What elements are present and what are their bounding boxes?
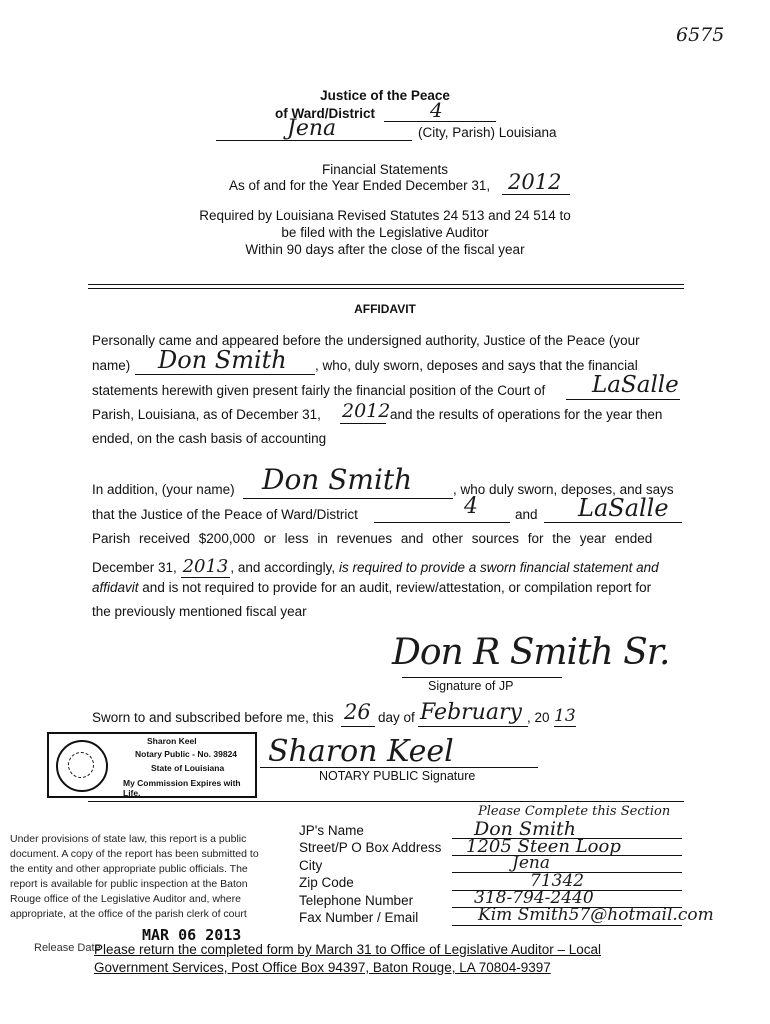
- p1-line-2-rest: , who, duly sworn, deposes and says that the financial: [315, 358, 638, 373]
- provisions-text: [10, 832, 282, 922]
- sworn-text-b: day of: [378, 710, 415, 725]
- label-city: City: [299, 857, 323, 873]
- date-stamp: MAR 06 2013: [142, 926, 242, 944]
- please-complete: Please Complete this Section: [478, 804, 671, 819]
- jp-signature-label: Signature of JP: [428, 679, 514, 693]
- ward-value: 4: [430, 98, 443, 122]
- p1-line-4a: Parish, Louisiana, as of December 31,: [92, 407, 321, 422]
- divider-bottom: [88, 801, 684, 802]
- label-zip: Zip Code: [299, 875, 354, 891]
- p2-parish-line: [544, 522, 682, 523]
- notary-signature-line: [260, 767, 538, 768]
- p2-year-value: 2013: [182, 556, 229, 577]
- p1-parish-value: LaSalle: [592, 372, 679, 398]
- notary-stamp: [47, 732, 257, 798]
- jp-signature: Don R Smith Sr.: [392, 632, 670, 673]
- value-fax-email: Kim Smith57@hotmail.com: [478, 905, 714, 925]
- p1-name-value: Don Smith: [158, 346, 287, 374]
- required-line-2: be filed with the Legislative Auditor: [281, 225, 489, 240]
- p1-name-line: [135, 374, 315, 375]
- sworn-month-line: [418, 726, 528, 727]
- p1-line-5: ended, on the cash basis of accounting: [92, 431, 327, 446]
- stamp-expires: My Commission Expires with Life.: [123, 778, 241, 798]
- stamp-number: Notary Public - No. 39824: [135, 749, 238, 759]
- notary-signature-label: NOTARY PUBLIC Signature: [319, 769, 476, 783]
- form-title: Justice of the Peace: [320, 88, 450, 103]
- p2-line-1a: In addition, (your name): [92, 482, 235, 497]
- p1-line-3: statements herewith given present fairly the financial position of the Court of: [92, 383, 546, 398]
- p2-and: and: [515, 507, 538, 522]
- p2-line-5: [92, 580, 651, 595]
- p2-line-2a: that the Justice of the Peace of Ward/District: [92, 507, 358, 522]
- sworn-text-a: Sworn to and subscribed before me, this: [92, 710, 334, 725]
- contact-labels: [299, 822, 441, 926]
- p1-year-line: [340, 423, 386, 424]
- stamp-name: Sharon Keel: [147, 736, 197, 746]
- notary-signature: Sharon Keel: [268, 734, 454, 769]
- affidavit-heading: AFFIDAVIT: [354, 302, 416, 316]
- label-fax-email: Fax Number / Email: [299, 910, 419, 926]
- city-value: Jena: [287, 116, 337, 141]
- p1-line-1: Personally came and appeared before the undersigned authority, Justice of the Peace (your: [92, 333, 640, 348]
- sworn-day-value: 26: [344, 700, 371, 724]
- year-line: [502, 194, 570, 195]
- p2-line-4a: December 31,: [92, 560, 177, 575]
- p2-name-value: Don Smith: [262, 463, 413, 496]
- city-label-text: (City, Parish) Louisiana: [418, 125, 557, 140]
- p2-ward-line: [374, 522, 510, 523]
- footer-line-1: Please return the completed form by March 31 to Office of Legislative Auditor – Local: [94, 942, 602, 957]
- provisions-line: the entity and other appropriate public officials. The: [10, 863, 248, 875]
- provisions-line: Under provisions of state law, this report is a public: [10, 833, 247, 845]
- p2-line-4: [92, 556, 659, 577]
- provisions-line: appropriate, at the office of the parish clerk of court: [10, 908, 247, 920]
- value-telephone: 318-794-2440: [474, 888, 594, 908]
- p2-name-line: [243, 498, 453, 499]
- city-label: [418, 125, 557, 140]
- sworn-year-value: 13: [554, 706, 576, 726]
- stamp-state: State of Louisiana: [151, 763, 225, 773]
- divider-top-2: [88, 288, 684, 289]
- line-fax-email: [452, 925, 682, 926]
- divider-top: [88, 284, 684, 285]
- sworn-text-c: , 20: [527, 710, 550, 725]
- p2-line-1b: , who duly sworn, deposes, and says: [453, 482, 674, 497]
- value-zip: 71342: [530, 871, 585, 891]
- p1-year-value: 2012: [342, 400, 391, 422]
- jp-signature-line: [402, 677, 562, 678]
- label-address: Street/P O Box Address: [299, 840, 442, 856]
- required-line-3: Within 90 days after the close of the fiscal year: [245, 242, 525, 257]
- p2-line-6: the previously mentioned fiscal year: [92, 604, 307, 619]
- p1-line-4b: and the results of operations for the year then: [390, 407, 663, 422]
- p2-ward-value: 4: [464, 494, 478, 519]
- as-of-text: As of and for the Year Ended December 31,: [229, 178, 491, 193]
- sworn-month-value: February: [420, 700, 522, 725]
- corner-number: 6575: [676, 24, 725, 46]
- p2-line-4c: is required to provide a sworn financial statement and: [338, 560, 659, 575]
- p2-affidavit-word: affidavit: [92, 580, 139, 595]
- required-line-1: Required by Louisiana Revised Statutes 24 513 and 24 514 to: [199, 208, 571, 223]
- release-date: Release Date: [34, 942, 101, 954]
- p2-line-4b: , and accordingly,: [230, 560, 336, 575]
- p2-line-3: Parish received $200,000 or less in revenues and other sources for the year ended: [92, 531, 653, 546]
- p1-name-label: name): [92, 358, 131, 373]
- provisions-line: document. A copy of the report has been submitted to: [10, 848, 259, 860]
- label-telephone: Telephone Number: [299, 892, 414, 908]
- sworn-day-line: [341, 726, 375, 727]
- notary-seal-icon: [56, 740, 108, 792]
- value-city: Jena: [512, 853, 550, 873]
- p2-line-5b: and is not required to provide for an audit, review/attestation, or compilation report for: [142, 580, 652, 595]
- year-value: 2012: [508, 170, 562, 194]
- label-jp-name: JP's Name: [299, 823, 364, 838]
- value-address: 1205 Steen Loop: [466, 836, 621, 857]
- provisions-line: report is available for public inspection at the Baton: [10, 878, 248, 890]
- value-jp-name: Don Smith: [474, 818, 576, 840]
- fs-title: Financial Statements: [321, 162, 449, 177]
- ward-label: of Ward/District: [275, 106, 376, 121]
- provisions-line: Rouge office of the Legislative Auditor and, where: [10, 893, 241, 905]
- p1-parish-line: [566, 399, 680, 400]
- p2-parish-value: LaSalle: [578, 494, 669, 522]
- footer-line-2: Government Services, Post Office Box 94397, Baton Rouge, LA 70804-9397: [94, 960, 551, 975]
